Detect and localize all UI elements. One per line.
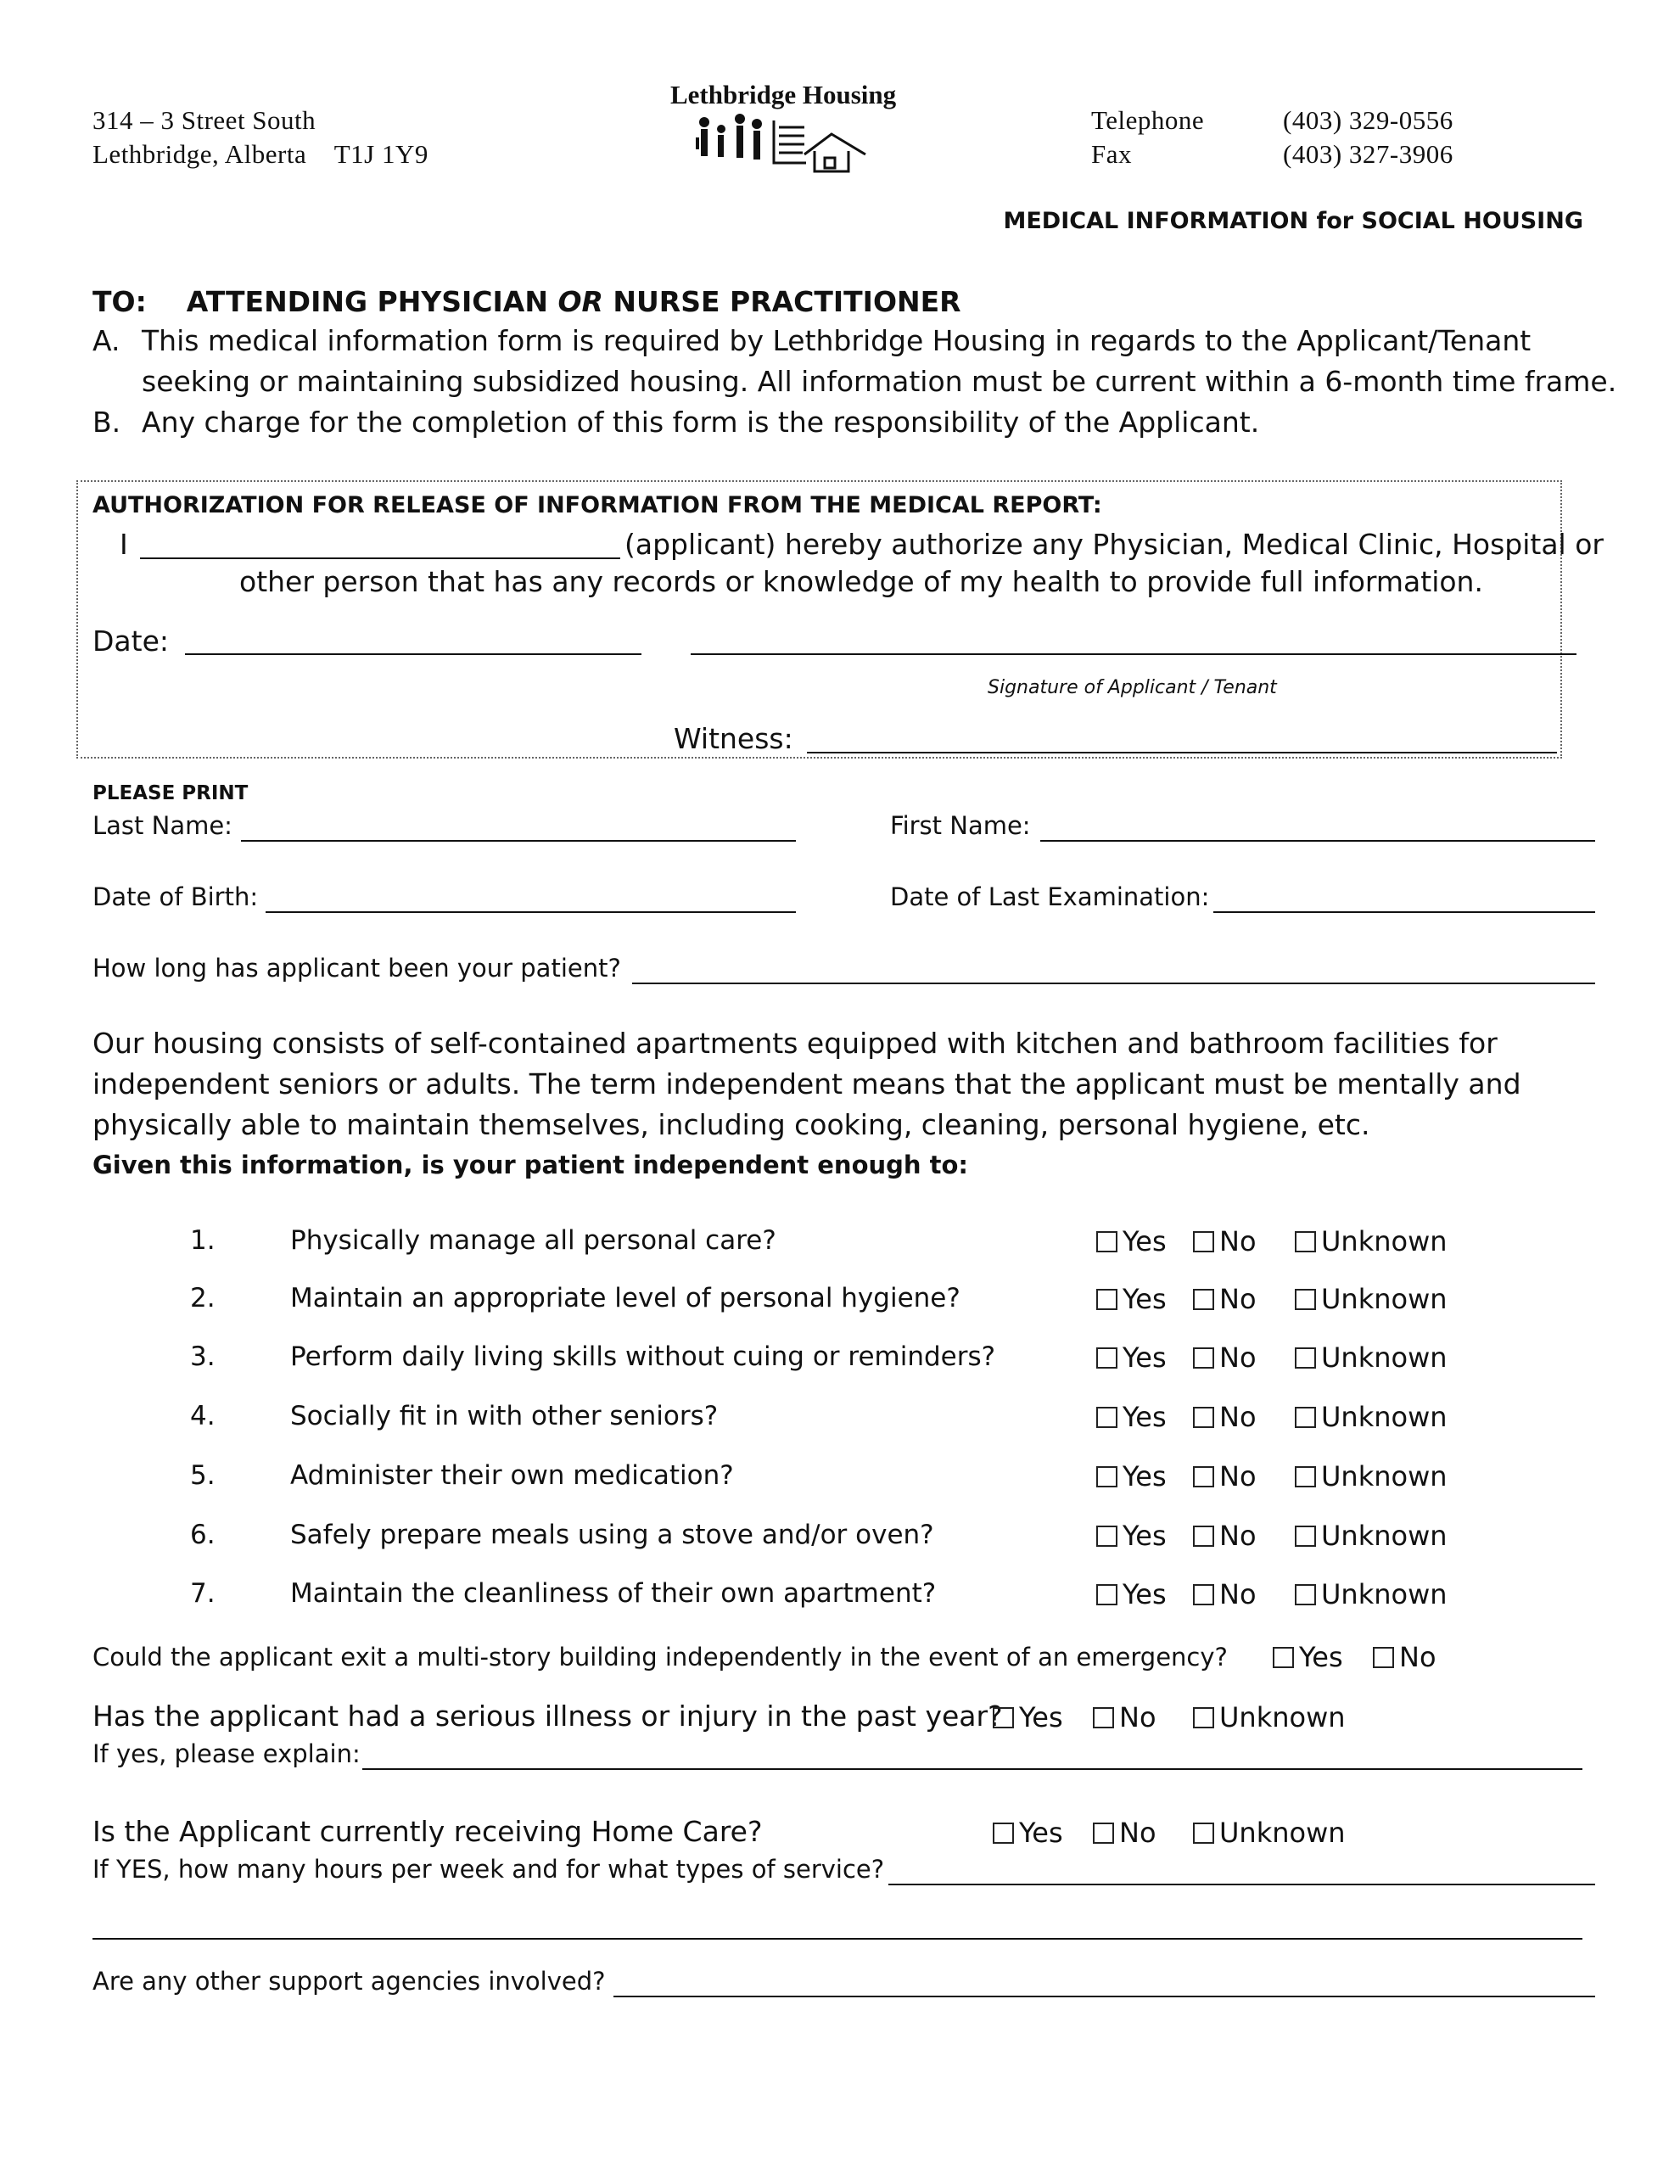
question-row: [0, 1225, 1680, 1268]
question-number: 6.: [190, 1520, 216, 1550]
addressee: [92, 285, 961, 318]
yes-label: Yes: [1123, 1225, 1167, 1257]
to-text-a: ATTENDING PHYSICIAN: [186, 285, 558, 318]
question-text: Maintain the cleanliness of their own apartment?: [290, 1578, 937, 1609]
dob-field[interactable]: [266, 911, 796, 913]
unknown-label: Unknown: [1321, 1225, 1448, 1257]
question-row: [0, 1520, 1680, 1562]
checkbox-icon: [1096, 1231, 1117, 1252]
explain-label: If yes, please explain:: [92, 1739, 361, 1768]
home-care-question: Is the Applicant currently receiving Home Care?: [92, 1815, 763, 1848]
question-text: Safely prepare meals using a stove and/or oven?: [290, 1520, 934, 1550]
witness-field[interactable]: [807, 752, 1557, 753]
fax-label: Fax: [1091, 139, 1132, 169]
yes-checkbox[interactable]: [1096, 1460, 1167, 1492]
checkbox-icon: [1193, 1707, 1214, 1728]
yes-label: Yes: [1019, 1701, 1063, 1733]
how-long-field[interactable]: [632, 983, 1595, 984]
no-label: No: [1219, 1460, 1257, 1492]
no-label: No: [1219, 1341, 1257, 1374]
checkbox-icon: [1193, 1466, 1214, 1487]
item-b-marker: B.: [92, 406, 121, 439]
unknown-label: Unknown: [1219, 1701, 1346, 1733]
home-care-hours-label: If YES, how many hours per week and for what types of service?: [92, 1855, 885, 1884]
checkbox-icon: [1193, 1823, 1214, 1844]
illness-no-checkbox[interactable]: [1093, 1701, 1156, 1733]
last-exam-field[interactable]: [1213, 911, 1595, 913]
yes-checkbox[interactable]: [1096, 1341, 1167, 1374]
no-checkbox[interactable]: [1193, 1520, 1257, 1552]
phone-label: Telephone: [1091, 105, 1205, 135]
dob-label: Date of Birth:: [92, 882, 259, 911]
no-label: No: [1119, 1817, 1156, 1849]
unknown-checkbox[interactable]: [1295, 1578, 1448, 1610]
question-row: [0, 1460, 1680, 1503]
agencies-label: Are any other support agencies involved?: [92, 1967, 606, 1996]
applicant-name-field[interactable]: [140, 557, 620, 559]
checkbox-icon: [1096, 1347, 1117, 1369]
yes-label: Yes: [1123, 1578, 1167, 1610]
checkbox-icon: [1193, 1347, 1214, 1369]
to-text-b: NURSE PRACTITIONER: [602, 285, 961, 318]
first-name-label: First Name:: [890, 811, 1031, 840]
checkbox-icon: [993, 1707, 1014, 1728]
phone-value: (403) 329-0556: [1283, 105, 1453, 135]
checkbox-icon: [1193, 1289, 1214, 1310]
authorization-line-2: other person that has any records or knowledge of my health to provide full information.: [239, 565, 1483, 598]
last-exam-label: Date of Last Examination:: [890, 882, 1210, 911]
checkbox-icon: [1096, 1407, 1117, 1428]
yes-label: Yes: [1123, 1341, 1167, 1374]
checkbox-icon: [1193, 1407, 1214, 1428]
checkbox-icon: [1093, 1707, 1114, 1728]
no-label: No: [1219, 1578, 1257, 1610]
housing-line-1: Our housing consists of self-contained apartments equipped with kitchen and bathroom facilities for: [92, 1027, 1498, 1060]
unknown-checkbox[interactable]: [1295, 1341, 1448, 1374]
unknown-label: Unknown: [1321, 1401, 1448, 1433]
yes-label: Yes: [1123, 1401, 1167, 1433]
no-checkbox[interactable]: [1193, 1341, 1257, 1374]
checkbox-icon: [1295, 1407, 1316, 1428]
yes-label: Yes: [1299, 1641, 1343, 1673]
housing-line-2: independent seniors or adults. The term independent means that the applicant must be mentally and: [92, 1067, 1521, 1100]
how-long-label: How long has applicant been your patient?: [92, 954, 621, 983]
checkbox-icon: [1295, 1347, 1316, 1369]
address-line-2: Lethbridge, Alberta T1J 1Y9: [92, 139, 428, 169]
unknown-checkbox[interactable]: [1295, 1283, 1448, 1315]
question-text: Perform daily living skills without cuing or reminders?: [290, 1341, 996, 1372]
home-care-unknown-checkbox[interactable]: [1193, 1817, 1346, 1849]
yes-checkbox[interactable]: [1096, 1401, 1167, 1433]
no-checkbox[interactable]: [1193, 1460, 1257, 1492]
question-number: 5.: [190, 1460, 216, 1491]
question-text: Physically manage all personal care?: [290, 1225, 776, 1256]
unknown-label: Unknown: [1321, 1283, 1448, 1315]
checkbox-icon: [1295, 1289, 1316, 1310]
no-label: No: [1219, 1225, 1257, 1257]
checkbox-icon: [1273, 1647, 1294, 1668]
last-name-field[interactable]: [241, 840, 796, 842]
unknown-label: Unknown: [1321, 1578, 1448, 1610]
checkbox-icon: [1193, 1526, 1214, 1547]
checkbox-icon: [993, 1823, 1014, 1844]
question-row: [0, 1341, 1680, 1384]
authorization-box: [76, 480, 1562, 759]
no-checkbox[interactable]: [1193, 1283, 1257, 1315]
illness-unknown-checkbox[interactable]: [1193, 1701, 1346, 1733]
home-care-no-checkbox[interactable]: [1093, 1817, 1156, 1849]
no-checkbox[interactable]: [1193, 1578, 1257, 1610]
illness-yes-checkbox[interactable]: [993, 1701, 1063, 1733]
yes-label: Yes: [1123, 1283, 1167, 1315]
authorization-line-1: (applicant) hereby authorize any Physician, Medical Clinic, Hospital or: [624, 528, 1604, 561]
question-number: 4.: [190, 1401, 216, 1431]
housing-line-3: physically able to maintain themselves, including cooking, cleaning, personal hygiene, etc.: [92, 1108, 1370, 1141]
item-a-marker: A.: [92, 324, 120, 357]
authorization-date-label: Date:: [92, 624, 169, 658]
authorization-i-label: I: [120, 528, 128, 561]
checkbox-icon: [1295, 1526, 1316, 1547]
checkbox-icon: [1093, 1823, 1114, 1844]
checkbox-icon: [1096, 1584, 1117, 1605]
no-label: No: [1399, 1641, 1436, 1673]
last-name-label: Last Name:: [92, 811, 232, 840]
item-a-line-1: This medical information form is required by Lethbridge Housing in regards to the Applicant/Tenant: [142, 324, 1532, 357]
question-row: [0, 1578, 1680, 1621]
yes-checkbox[interactable]: [1096, 1225, 1167, 1257]
checkbox-icon: [1295, 1584, 1316, 1605]
unknown-checkbox[interactable]: [1295, 1225, 1448, 1257]
agencies-field[interactable]: [613, 1996, 1595, 1997]
please-print: PLEASE PRINT: [92, 782, 249, 804]
yes-checkbox[interactable]: [1096, 1578, 1167, 1610]
checkbox-icon: [1193, 1584, 1214, 1605]
fax-value: (403) 327-3906: [1283, 139, 1453, 169]
explain-field[interactable]: [362, 1768, 1582, 1770]
witness-label: Witness:: [674, 722, 793, 755]
yes-label: Yes: [1123, 1460, 1167, 1492]
no-checkbox[interactable]: [1193, 1225, 1257, 1257]
yes-checkbox[interactable]: [1096, 1520, 1167, 1552]
question-text: Administer their own medication?: [290, 1460, 734, 1491]
unknown-label: Unknown: [1321, 1460, 1448, 1492]
authorization-date-field[interactable]: [185, 653, 641, 655]
checkbox-icon: [1193, 1231, 1214, 1252]
question-heading: Given this information, is your patient independent enough to:: [92, 1151, 969, 1179]
question-number: 7.: [190, 1578, 216, 1609]
yes-checkbox[interactable]: [1096, 1283, 1167, 1315]
question-row: [0, 1283, 1680, 1325]
signature-caption: Signature of Applicant / Tenant: [988, 677, 1277, 698]
emergency-yes-checkbox[interactable]: [1273, 1641, 1343, 1673]
home-care-yes-checkbox[interactable]: [993, 1817, 1063, 1849]
logo-text: Lethbridge Housing: [670, 80, 897, 109]
item-a-line-2: seeking or maintaining subsidized housing. All information must be current within a 6-month time frame.: [142, 365, 1617, 398]
applicant-signature-field[interactable]: [691, 653, 1576, 655]
to-or: OR: [557, 285, 603, 318]
address-line-1: 314 – 3 Street South: [92, 105, 316, 135]
no-label: No: [1219, 1283, 1257, 1315]
to-label: TO:: [92, 285, 147, 318]
no-label: No: [1219, 1520, 1257, 1552]
question-number: 1.: [190, 1225, 216, 1256]
question-row: [0, 1401, 1680, 1443]
unknown-checkbox[interactable]: [1295, 1520, 1448, 1552]
no-checkbox[interactable]: [1193, 1401, 1257, 1433]
unknown-checkbox[interactable]: [1295, 1460, 1448, 1492]
question-text: Maintain an appropriate level of personal hygiene?: [290, 1283, 960, 1313]
authorization-heading: AUTHORIZATION FOR RELEASE OF INFORMATION FROM THE MEDICAL REPORT:: [92, 492, 1102, 518]
emergency-question: Could the applicant exit a multi-story building independently in the event of an emergency?: [92, 1643, 1228, 1672]
question-number: 2.: [190, 1283, 216, 1313]
unknown-label: Unknown: [1321, 1341, 1448, 1374]
emergency-no-checkbox[interactable]: [1373, 1641, 1436, 1673]
question-number: 3.: [190, 1341, 216, 1372]
checkbox-icon: [1096, 1289, 1117, 1310]
form-title: MEDICAL INFORMATION for SOCIAL HOUSING: [1003, 208, 1583, 234]
home-care-extra-line[interactable]: [92, 1938, 1582, 1940]
home-care-hours-field[interactable]: [888, 1884, 1595, 1885]
checkbox-icon: [1295, 1466, 1316, 1487]
item-b-line: Any charge for the completion of this form is the responsibility of the Applicant.: [142, 406, 1260, 439]
yes-label: Yes: [1019, 1817, 1063, 1849]
people-and-house-icon: [696, 112, 882, 176]
checkbox-icon: [1096, 1526, 1117, 1547]
unknown-label: Unknown: [1321, 1520, 1448, 1552]
yes-label: Yes: [1123, 1520, 1167, 1552]
no-label: No: [1219, 1401, 1257, 1433]
checkbox-icon: [1096, 1466, 1117, 1487]
unknown-label: Unknown: [1219, 1817, 1346, 1849]
checkbox-icon: [1295, 1231, 1316, 1252]
no-label: No: [1119, 1701, 1156, 1733]
first-name-field[interactable]: [1040, 840, 1595, 842]
unknown-checkbox[interactable]: [1295, 1401, 1448, 1433]
illness-question: Has the applicant had a serious illness or injury in the past year?: [92, 1700, 1003, 1733]
checkbox-icon: [1373, 1647, 1394, 1668]
question-text: Socially fit in with other seniors?: [290, 1401, 719, 1431]
